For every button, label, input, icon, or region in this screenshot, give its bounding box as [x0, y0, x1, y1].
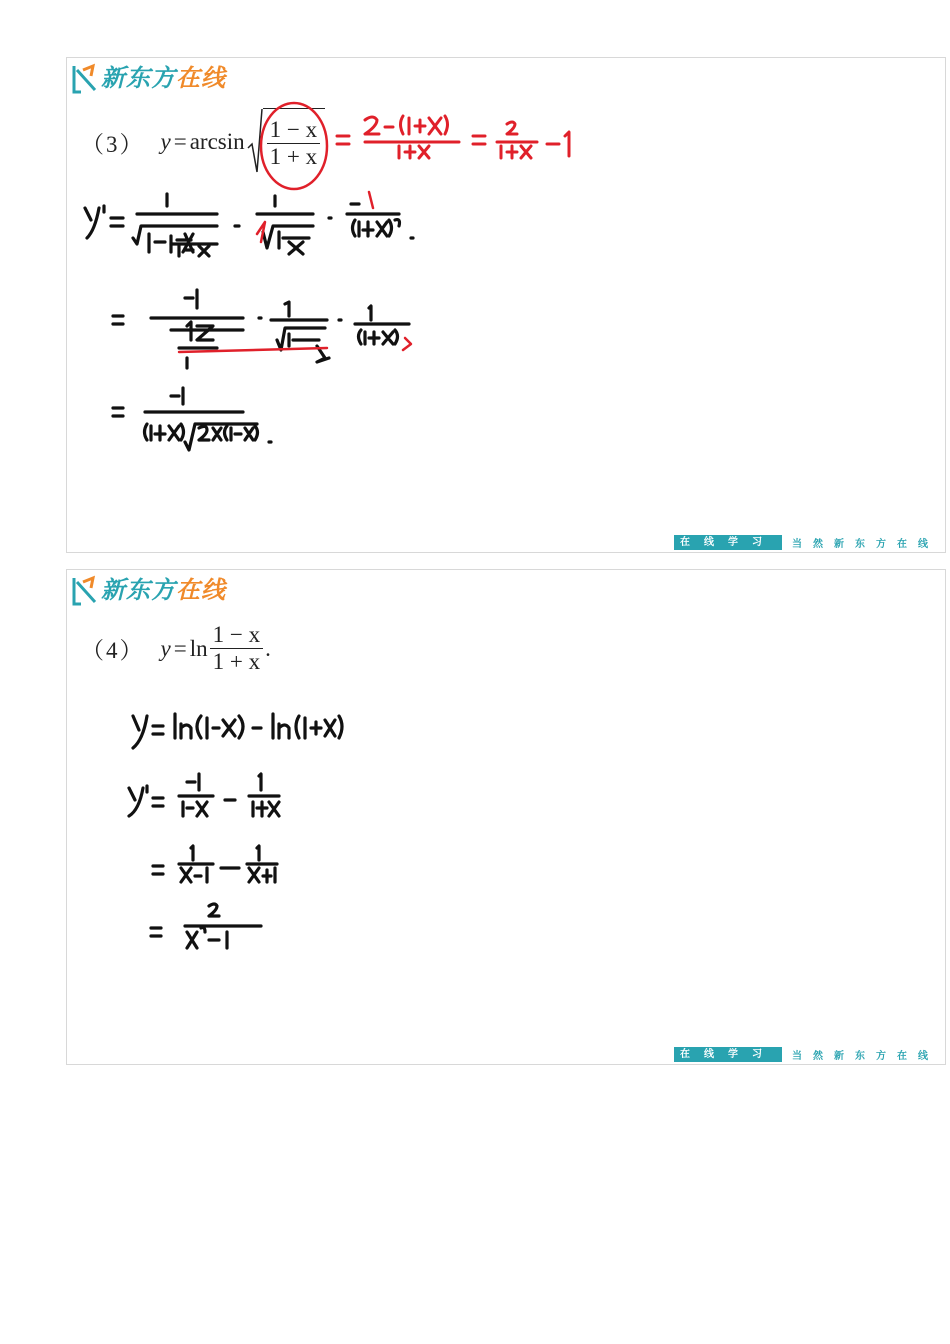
- step-log-split: [133, 714, 342, 748]
- step-result: [151, 904, 261, 948]
- footer-slogan: [674, 1047, 939, 1062]
- lhs-variable: y: [160, 635, 171, 661]
- red-cancel-power: [403, 338, 411, 350]
- derivative-step-1: [85, 194, 413, 256]
- footer-right-text: 当然新东方在线: [792, 539, 939, 550]
- function-name: ln: [189, 635, 208, 661]
- problem-number: （4）: [81, 638, 145, 664]
- slide-problem-4: [66, 569, 946, 1065]
- step-rewrite: [153, 846, 277, 882]
- fraction-denominator: 1 + x: [210, 648, 263, 675]
- red-simplification: [337, 116, 569, 158]
- brand-name-part2: 在线: [176, 64, 226, 92]
- red-cancel-neg2: [369, 192, 373, 208]
- function-name: arcsin: [189, 129, 245, 154]
- fraction-numerator: 1 − x: [269, 116, 318, 142]
- handwritten-solution-3: [67, 58, 947, 554]
- brand-name-part2: 在线: [176, 576, 226, 604]
- derivative-step-3: [113, 388, 271, 450]
- footer-left-text: 在线学习: [674, 1047, 782, 1062]
- handwritten-solution-4: [67, 570, 947, 1066]
- brand-name-part1: 新东方: [101, 64, 176, 92]
- red-circle-annotation: [261, 103, 327, 189]
- fraction-denominator: 1 + x: [267, 143, 320, 170]
- footer-right-text: 当然新东方在线: [792, 1051, 939, 1062]
- fraction-numerator: 1 − x: [212, 622, 261, 647]
- step-derivative: [129, 774, 279, 816]
- trailing-period: .: [265, 635, 271, 661]
- problem-number: （3）: [81, 131, 145, 157]
- equals-sign: =: [173, 129, 187, 154]
- footer-slogan: [674, 535, 939, 550]
- slide-problem-3: [66, 57, 946, 553]
- brand-name-part1: 新东方: [101, 576, 176, 604]
- lhs-variable: y: [160, 129, 171, 154]
- footer-left-text: 在线学习: [674, 535, 782, 550]
- derivative-step-2: [113, 290, 409, 368]
- equals-sign: =: [173, 635, 187, 661]
